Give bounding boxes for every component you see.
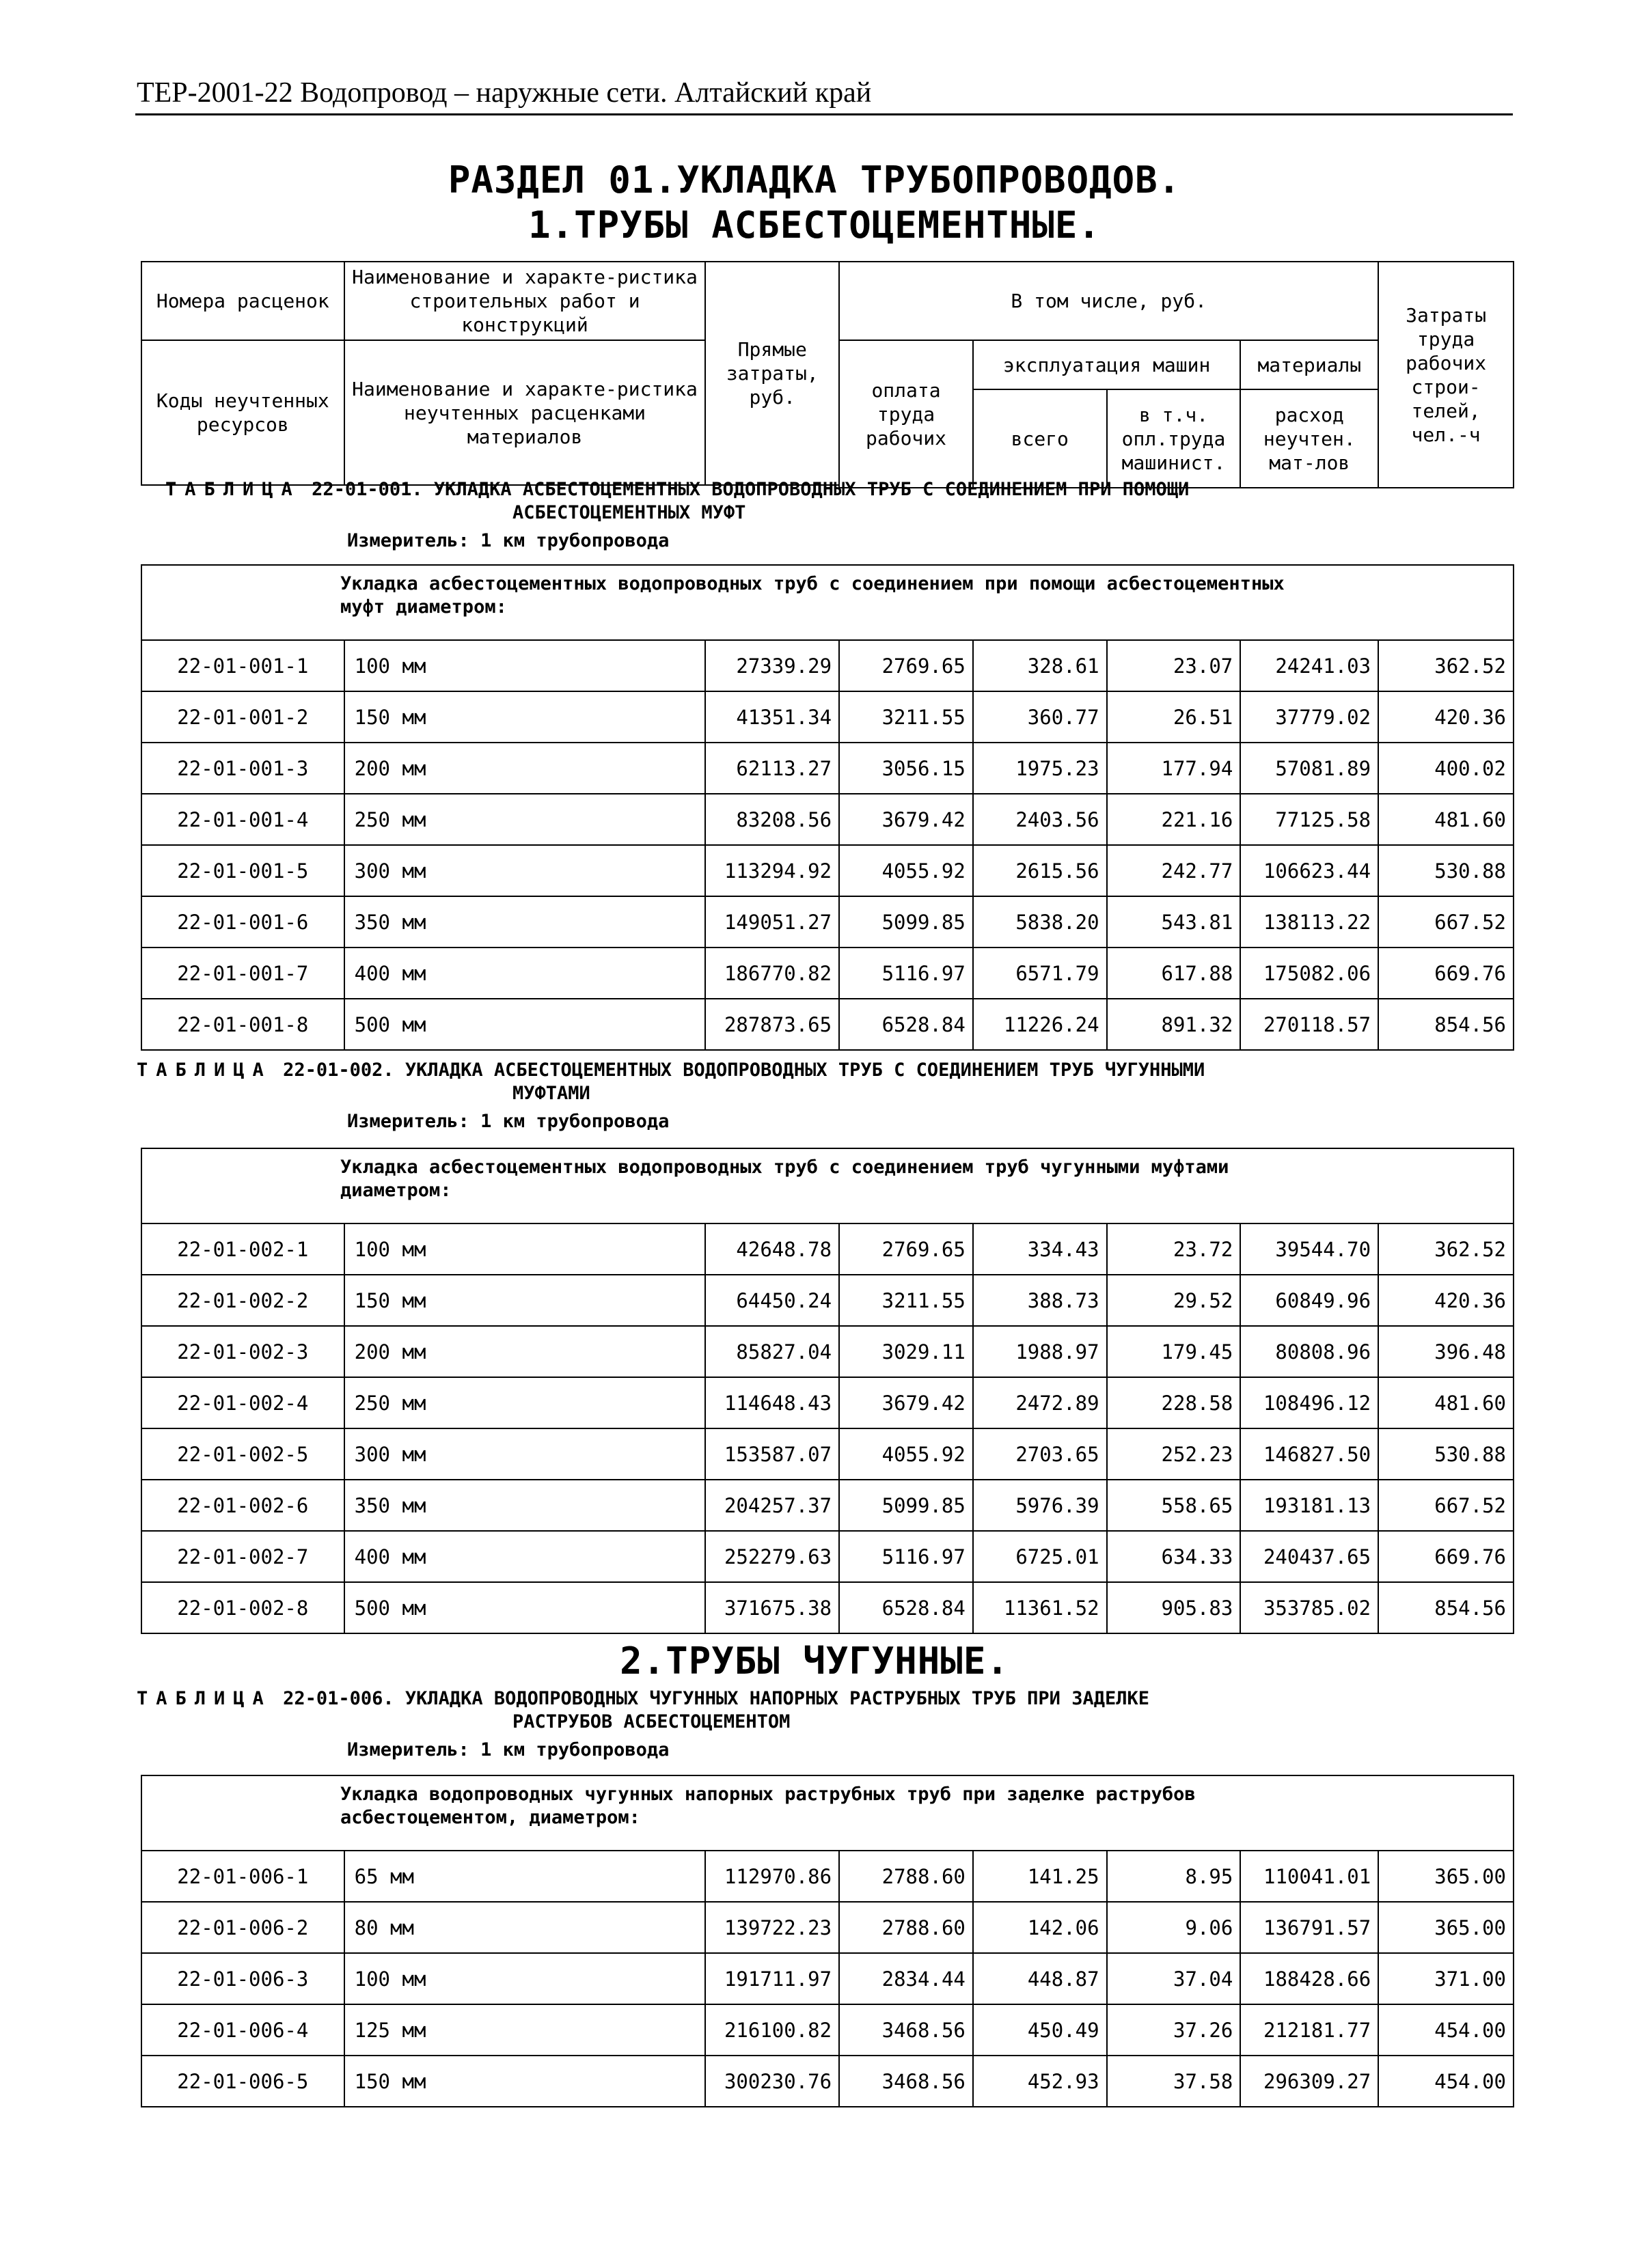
diameter-cell: 500 мм	[344, 1582, 706, 1633]
machine-total-cell: 6571.79	[973, 948, 1107, 999]
diameter-cell: 350 мм	[344, 1480, 706, 1531]
materials-cell: 39544.70	[1240, 1223, 1378, 1275]
direct-cost-cell: 114648.43	[705, 1377, 839, 1428]
table-row	[141, 1428, 1514, 1480]
col-header-nomera: Номера расценок	[141, 262, 344, 340]
rate-code-cell: 22-01-001-4	[141, 794, 344, 845]
col-header-kody: Коды неучтенных ресурсов	[141, 340, 344, 485]
table-caption-cont: АСБЕСТОЦЕМЕНТНЫХ МУФТ	[512, 502, 746, 523]
machinist-pay-cell: 177.94	[1107, 743, 1241, 794]
table-row	[141, 1531, 1514, 1582]
rate-code-cell: 22-01-001-8	[141, 999, 344, 1050]
labor-hours-cell: 371.00	[1378, 1953, 1514, 2004]
direct-cost-cell: 216100.82	[705, 2004, 839, 2056]
materials-cell: 106623.44	[1240, 845, 1378, 896]
machinist-pay-cell: 221.16	[1107, 794, 1241, 845]
diameter-cell: 100 мм	[344, 640, 706, 691]
rate-code-cell: 22-01-006-3	[141, 1953, 344, 2004]
labor-pay-cell: 3056.15	[839, 743, 973, 794]
machinist-pay-cell: 558.65	[1107, 1480, 1241, 1531]
labor-pay-cell: 2788.60	[839, 1851, 973, 1902]
table-row	[141, 1902, 1514, 1953]
table-row	[141, 1953, 1514, 2004]
rate-code-cell: 22-01-001-3	[141, 743, 344, 794]
diameter-cell: 400 мм	[344, 1531, 706, 1582]
direct-cost-cell: 371675.38	[705, 1582, 839, 1633]
materials-cell: 24241.03	[1240, 640, 1378, 691]
machine-total-cell: 2472.89	[973, 1377, 1107, 1428]
labor-hours-cell: 362.52	[1378, 640, 1514, 691]
machinist-pay-cell: 891.32	[1107, 999, 1241, 1050]
direct-cost-cell: 64450.24	[705, 1275, 839, 1326]
table-caption-cont: РАСТРУБОВ АСБЕСТОЦЕМЕНТОМ	[512, 1711, 791, 1732]
labor-pay-cell: 3679.42	[839, 794, 973, 845]
diameter-cell: 80 мм	[344, 1902, 706, 1953]
direct-cost-cell: 186770.82	[705, 948, 839, 999]
table-row	[141, 794, 1514, 845]
labor-hours-cell: 669.76	[1378, 1531, 1514, 1582]
diameter-cell: 250 мм	[344, 794, 706, 845]
labor-hours-cell: 396.48	[1378, 1326, 1514, 1377]
machinist-pay-cell: 9.06	[1107, 1902, 1241, 1953]
table-row	[141, 1582, 1514, 1633]
direct-cost-cell: 139722.23	[705, 1902, 839, 1953]
machine-total-cell: 141.25	[973, 1851, 1107, 1902]
rate-code-cell: 22-01-001-5	[141, 845, 344, 896]
direct-cost-cell: 41351.34	[705, 691, 839, 743]
col-header-pryamye: Прямые затраты, руб.	[705, 262, 839, 485]
labor-pay-cell: 3679.42	[839, 1377, 973, 1428]
machine-total-cell: 360.77	[973, 691, 1107, 743]
direct-cost-cell: 113294.92	[705, 845, 839, 896]
rate-code-cell: 22-01-002-4	[141, 1377, 344, 1428]
labor-hours-cell: 667.52	[1378, 1480, 1514, 1531]
table-caption-cont: МУФТАМИ	[512, 1083, 590, 1104]
machine-total-cell: 5976.39	[973, 1480, 1107, 1531]
col-header-rashod: расход неучтен. мат-лов	[1240, 389, 1378, 488]
rate-code-cell: 22-01-002-5	[141, 1428, 344, 1480]
labor-hours-cell: 420.36	[1378, 691, 1514, 743]
labor-pay-cell: 3468.56	[839, 2004, 973, 2056]
direct-cost-cell: 252279.63	[705, 1531, 839, 1582]
direct-cost-cell: 191711.97	[705, 1953, 839, 2004]
machine-total-cell: 334.43	[973, 1223, 1107, 1275]
machinist-pay-cell: 634.33	[1107, 1531, 1241, 1582]
table-description: Укладка водопроводных чугунных напорных раструбных труб при заделке раструбов асбестоцементом, диаметром:	[141, 1775, 1514, 1851]
machinist-pay-cell: 37.04	[1107, 1953, 1241, 2004]
machine-total-cell: 2615.56	[973, 845, 1107, 896]
section-title: РАЗДЕЛ 01.УКЛАДКА ТРУБОПРОВОДОВ.	[448, 158, 1181, 202]
labor-pay-cell: 4055.92	[839, 1428, 973, 1480]
machinist-pay-cell: 37.26	[1107, 2004, 1241, 2056]
materials-cell: 110041.01	[1240, 1851, 1378, 1902]
table-caption: ТАБЛИЦА 22-01-006. УКЛАДКА ВОДОПРОВОДНЫХ ЧУГУННЫХ НАПОРНЫХ РАСТРУБНЫХ ТРУБ ПРИ ЗАДЕЛКЕ	[137, 1688, 1149, 1709]
machinist-pay-cell: 179.45	[1107, 1326, 1241, 1377]
machine-total-cell: 452.93	[973, 2056, 1107, 2107]
labor-hours-cell: 400.02	[1378, 743, 1514, 794]
materials-cell: 138113.22	[1240, 896, 1378, 948]
diameter-cell: 200 мм	[344, 1326, 706, 1377]
labor-hours-cell: 530.88	[1378, 1428, 1514, 1480]
rates-table	[141, 1148, 1514, 1634]
machine-total-cell: 2703.65	[973, 1428, 1107, 1480]
table-row	[141, 2004, 1514, 2056]
labor-hours-cell: 667.52	[1378, 896, 1514, 948]
table-measure: Измеритель: 1 км трубопровода	[347, 1739, 670, 1760]
labor-pay-cell: 6528.84	[839, 999, 973, 1050]
diameter-cell: 150 мм	[344, 2056, 706, 2107]
materials-cell: 57081.89	[1240, 743, 1378, 794]
direct-cost-cell: 42648.78	[705, 1223, 839, 1275]
machine-total-cell: 2403.56	[973, 794, 1107, 845]
diameter-cell: 100 мм	[344, 1953, 706, 2004]
rate-code-cell: 22-01-006-1	[141, 1851, 344, 1902]
labor-hours-cell: 454.00	[1378, 2004, 1514, 2056]
machinist-pay-cell: 228.58	[1107, 1377, 1241, 1428]
table-description: Укладка асбестоцементных водопроводных труб с соединением труб чугунными муфтами диаметром:	[141, 1148, 1514, 1223]
direct-cost-cell: 85827.04	[705, 1326, 839, 1377]
machine-total-cell: 448.87	[973, 1953, 1107, 2004]
materials-cell: 240437.65	[1240, 1531, 1378, 1582]
labor-pay-cell: 3029.11	[839, 1326, 973, 1377]
direct-cost-cell: 62113.27	[705, 743, 839, 794]
labor-hours-cell: 362.52	[1378, 1223, 1514, 1275]
labor-pay-cell: 2834.44	[839, 1953, 973, 2004]
labor-hours-cell: 854.56	[1378, 1582, 1514, 1633]
machinist-pay-cell: 23.07	[1107, 640, 1241, 691]
materials-cell: 108496.12	[1240, 1377, 1378, 1428]
materials-cell: 188428.66	[1240, 1953, 1378, 2004]
diameter-cell: 150 мм	[344, 691, 706, 743]
subsection-title-1: 1.ТРУБЫ АСБЕСТОЦЕМЕНТНЫЕ.	[528, 204, 1101, 247]
diameter-cell: 65 мм	[344, 1851, 706, 1902]
col-header-v-tom-chisle: В том числе, руб.	[839, 262, 1378, 340]
machinist-pay-cell: 242.77	[1107, 845, 1241, 896]
subsection-title-2: 2.ТРУБЫ ЧУГУННЫЕ.	[620, 1640, 1009, 1683]
rate-code-cell: 22-01-002-6	[141, 1480, 344, 1531]
rate-code-cell: 22-01-002-7	[141, 1531, 344, 1582]
col-header-naim: Наименование и характе-ристика строительных работ и конструкций	[344, 262, 706, 340]
machine-total-cell: 5838.20	[973, 896, 1107, 948]
col-header-ekspl: эксплуатация машин	[973, 340, 1241, 389]
direct-cost-cell: 300230.76	[705, 2056, 839, 2107]
labor-pay-cell: 2769.65	[839, 640, 973, 691]
direct-cost-cell: 83208.56	[705, 794, 839, 845]
materials-cell: 136791.57	[1240, 1902, 1378, 1953]
rate-code-cell: 22-01-001-7	[141, 948, 344, 999]
machinist-pay-cell: 37.58	[1107, 2056, 1241, 2107]
rate-code-cell: 22-01-002-3	[141, 1326, 344, 1377]
labor-hours-cell: 481.60	[1378, 794, 1514, 845]
machine-total-cell: 6725.01	[973, 1531, 1107, 1582]
table-caption: ТАБЛИЦА 22-01-001. УКЛАДКА АСБЕСТОЦЕМЕНТНЫХ ВОДОПРОВОДНЫХ ТРУБ С СОЕДИНЕНИЕМ ПРИ ПОМОЩИ	[165, 479, 1190, 500]
rate-code-cell: 22-01-002-8	[141, 1582, 344, 1633]
labor-pay-cell: 5116.97	[839, 948, 973, 999]
labor-pay-cell: 5099.85	[839, 896, 973, 948]
table-row	[141, 999, 1514, 1050]
diameter-cell: 250 мм	[344, 1377, 706, 1428]
materials-cell: 146827.50	[1240, 1428, 1378, 1480]
machinist-pay-cell: 252.23	[1107, 1428, 1241, 1480]
direct-cost-cell: 149051.27	[705, 896, 839, 948]
direct-cost-cell: 27339.29	[705, 640, 839, 691]
machine-total-cell: 450.49	[973, 2004, 1107, 2056]
machinist-pay-cell: 617.88	[1107, 948, 1241, 999]
rate-code-cell: 22-01-006-4	[141, 2004, 344, 2056]
diameter-cell: 300 мм	[344, 845, 706, 896]
materials-cell: 175082.06	[1240, 948, 1378, 999]
diameter-cell: 400 мм	[344, 948, 706, 999]
machinist-pay-cell: 26.51	[1107, 691, 1241, 743]
machinist-pay-cell: 23.72	[1107, 1223, 1241, 1275]
labor-pay-cell: 5099.85	[839, 1480, 973, 1531]
machine-total-cell: 328.61	[973, 640, 1107, 691]
table-row	[141, 1223, 1514, 1275]
labor-pay-cell: 4055.92	[839, 845, 973, 896]
diameter-cell: 350 мм	[344, 896, 706, 948]
direct-cost-cell: 112970.86	[705, 1851, 839, 1902]
machine-total-cell: 388.73	[973, 1275, 1107, 1326]
labor-hours-cell: 420.36	[1378, 1275, 1514, 1326]
table-row	[141, 948, 1514, 999]
direct-cost-cell: 287873.65	[705, 999, 839, 1050]
table-row	[141, 1851, 1514, 1902]
labor-pay-cell: 3211.55	[839, 691, 973, 743]
machine-total-cell: 11226.24	[973, 999, 1107, 1050]
materials-cell: 37779.02	[1240, 691, 1378, 743]
col-header-oplata: оплата труда рабочих	[839, 340, 973, 488]
column-header-table	[141, 261, 1514, 488]
diameter-cell: 200 мм	[344, 743, 706, 794]
labor-hours-cell: 454.00	[1378, 2056, 1514, 2107]
labor-hours-cell: 530.88	[1378, 845, 1514, 896]
machinist-pay-cell: 543.81	[1107, 896, 1241, 948]
diameter-cell: 500 мм	[344, 999, 706, 1050]
machinist-pay-cell: 905.83	[1107, 1582, 1241, 1633]
rate-code-cell: 22-01-006-5	[141, 2056, 344, 2107]
rate-code-cell: 22-01-001-6	[141, 896, 344, 948]
table-row	[141, 640, 1514, 691]
machine-total-cell: 1975.23	[973, 743, 1107, 794]
labor-pay-cell: 3468.56	[839, 2056, 973, 2107]
col-header-naim2: Наименование и характе-ристика неучтенных расценками материалов	[344, 340, 706, 485]
table-row	[141, 2056, 1514, 2107]
header-rule	[135, 113, 1513, 115]
diameter-cell: 125 мм	[344, 2004, 706, 2056]
table-row	[141, 1377, 1514, 1428]
direct-cost-cell: 204257.37	[705, 1480, 839, 1531]
machinist-pay-cell: 29.52	[1107, 1275, 1241, 1326]
table-row	[141, 896, 1514, 948]
labor-pay-cell: 6528.84	[839, 1582, 973, 1633]
labor-hours-cell: 854.56	[1378, 999, 1514, 1050]
diameter-cell: 150 мм	[344, 1275, 706, 1326]
diameter-cell: 300 мм	[344, 1428, 706, 1480]
table-row	[141, 691, 1514, 743]
materials-cell: 212181.77	[1240, 2004, 1378, 2056]
materials-cell: 296309.27	[1240, 2056, 1378, 2107]
labor-pay-cell: 2769.65	[839, 1223, 973, 1275]
table-row	[141, 1275, 1514, 1326]
machinist-pay-cell: 8.95	[1107, 1851, 1241, 1902]
machine-total-cell: 1988.97	[973, 1326, 1107, 1377]
table-measure: Измеритель: 1 км трубопровода	[347, 530, 670, 551]
materials-cell: 270118.57	[1240, 999, 1378, 1050]
direct-cost-cell: 153587.07	[705, 1428, 839, 1480]
materials-cell: 80808.96	[1240, 1326, 1378, 1377]
labor-hours-cell: 481.60	[1378, 1377, 1514, 1428]
rate-code-cell: 22-01-006-2	[141, 1902, 344, 1953]
table-row	[141, 1326, 1514, 1377]
table-measure: Измеритель: 1 км трубопровода	[347, 1111, 670, 1132]
materials-cell: 353785.02	[1240, 1582, 1378, 1633]
col-header-zatraty: Затраты труда рабочих строи-телей, чел.-ч	[1378, 262, 1514, 488]
machine-total-cell: 142.06	[973, 1902, 1107, 1953]
rate-code-cell: 22-01-002-1	[141, 1223, 344, 1275]
table-row	[141, 743, 1514, 794]
labor-pay-cell: 5116.97	[839, 1531, 973, 1582]
rate-code-cell: 22-01-001-2	[141, 691, 344, 743]
page-header: ТЕР-2001-22 Водопровод – наружные сети. Алтайский край	[137, 77, 872, 109]
materials-cell: 77125.58	[1240, 794, 1378, 845]
col-header-materialy: материалы	[1240, 340, 1378, 389]
labor-pay-cell: 3211.55	[839, 1275, 973, 1326]
labor-hours-cell: 365.00	[1378, 1851, 1514, 1902]
machine-total-cell: 11361.52	[973, 1582, 1107, 1633]
rate-code-cell: 22-01-002-2	[141, 1275, 344, 1326]
col-header-vsego: всего	[973, 389, 1107, 488]
rates-table	[141, 564, 1514, 1051]
rates-table	[141, 1775, 1514, 2107]
labor-hours-cell: 365.00	[1378, 1902, 1514, 1953]
rate-code-cell: 22-01-001-1	[141, 640, 344, 691]
materials-cell: 193181.13	[1240, 1480, 1378, 1531]
labor-hours-cell: 669.76	[1378, 948, 1514, 999]
labor-pay-cell: 2788.60	[839, 1902, 973, 1953]
table-row	[141, 1480, 1514, 1531]
table-row	[141, 845, 1514, 896]
materials-cell: 60849.96	[1240, 1275, 1378, 1326]
col-header-vtch: в т.ч. опл.труда машинист.	[1107, 389, 1241, 488]
diameter-cell: 100 мм	[344, 1223, 706, 1275]
table-description: Укладка асбестоцементных водопроводных труб с соединением при помощи асбестоцементных муфт диаметром:	[141, 565, 1514, 640]
table-caption: ТАБЛИЦА 22-01-002. УКЛАДКА АСБЕСТОЦЕМЕНТНЫХ ВОДОПРОВОДНЫХ ТРУБ С СОЕДИНЕНИЕМ ТРУБ ЧУГУННЫМИ	[137, 1060, 1205, 1081]
